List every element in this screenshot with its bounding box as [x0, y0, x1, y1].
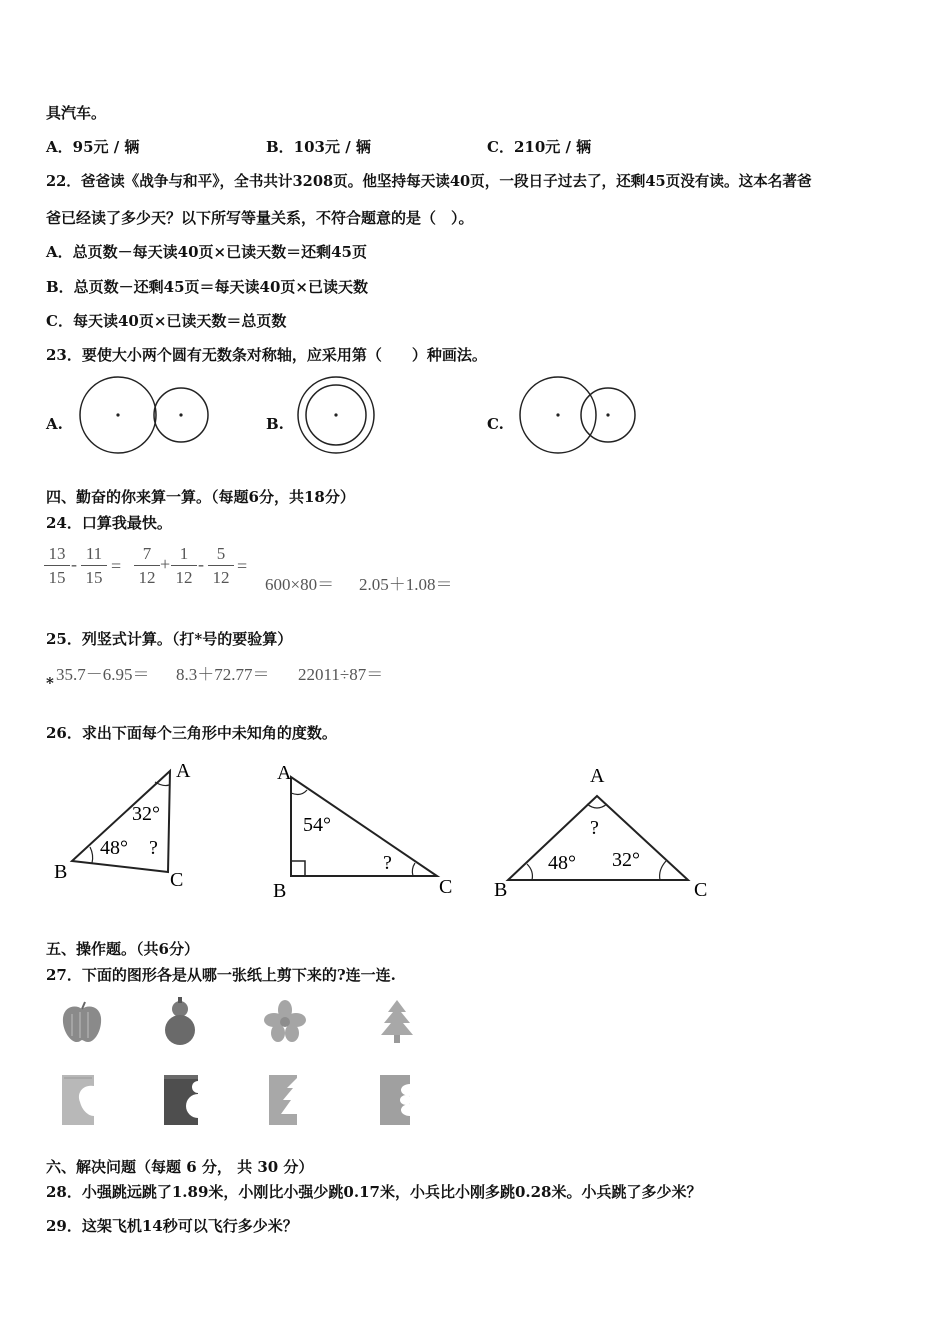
q25-expr-1: 35.7－6.95＝: [56, 665, 150, 684]
q25-text: 25．列竖式计算。（打*号的要验算）: [46, 630, 293, 648]
op-equals: =: [237, 556, 248, 576]
paper-with-tree-hole: [265, 1072, 309, 1128]
circles-option-c: [510, 370, 650, 460]
q22-line1: 22．爸爸读《战争与和平》，全书共计3208页。他坚持每天读40页，一段日子过去了，还剩45页没有读。这本名著爸: [46, 173, 812, 190]
tree-cutout-shape: [374, 998, 420, 1046]
section6-heading: 六、解决问题（每题 6 分， 共 30 分）: [46, 1158, 314, 1176]
q29-text: 29．这架飞机14秒可以飞行多少米？: [46, 1217, 298, 1235]
paper-with-apple-hole: [58, 1072, 102, 1128]
vertex-c-label: C: [439, 876, 453, 898]
op-minus: -: [198, 554, 204, 574]
triangle-2: [265, 755, 465, 905]
q22-option-a: A．总页数－每天读40页×已读天数＝还剩45页: [46, 243, 367, 261]
circles-option-b: [290, 370, 390, 460]
section4-heading: 四、勤奋的你来算一算。（每题6分，共18分）: [46, 488, 355, 506]
vertex-a-label: A: [277, 762, 292, 784]
vertex-b-label: B: [273, 880, 287, 902]
paper-with-flower-hole: [376, 1072, 420, 1128]
vertex-c-label: C: [170, 869, 184, 891]
q26-text: 26．求出下面每个三角形中未知角的度数。: [46, 724, 337, 742]
angle-a-unknown: ?: [590, 817, 599, 839]
vertex-a-label: A: [176, 760, 191, 782]
q21-tail: 具汽车。: [46, 104, 107, 122]
flower-cutout-shape: [262, 998, 308, 1044]
triangle-3: [490, 760, 720, 905]
paper-with-gourd-hole: [160, 1072, 204, 1128]
q21-option-c: C．210元 / 辆: [487, 138, 592, 156]
fraction-5-12: $\frac{5}{12}$: [208, 543, 234, 590]
fraction-13-15: $\frac{13}{15}$: [44, 543, 70, 590]
q24-expr-2-05-plus-1-08: 2.05＋1.08＝: [359, 575, 453, 594]
fraction-7-12: $\frac{7}{12}$: [134, 543, 160, 590]
angle-b-label: 48°: [100, 837, 128, 859]
op-minus: -: [71, 554, 77, 574]
q27-text: 27．下面的图形各是从哪一张纸上剪下来的?连一连.: [46, 966, 396, 984]
angle-a-label: 32°: [132, 803, 160, 825]
gourd-cutout-shape: [160, 996, 200, 1048]
fraction-11-15: $\frac{11}{15}$: [81, 543, 107, 590]
q25-star: *: [46, 674, 54, 692]
vertex-b-label: B: [54, 861, 68, 883]
circles-option-a: [70, 370, 220, 460]
q22-line2: 爸已经读了多少天？以下所写等量关系，不符合题意的是（ ）。: [46, 209, 474, 227]
q22-option-b: B．总页数－还剩45页＝每天读40页×已读天数: [46, 278, 368, 296]
q21-option-b: B．103元 / 辆: [266, 138, 371, 156]
q23-label-a: A.: [46, 415, 63, 433]
apple-cutout-shape: [58, 1000, 106, 1046]
triangle-1: [40, 755, 210, 895]
angle-b-label: 48°: [548, 852, 576, 874]
q21-option-a: A．95元 / 辆: [46, 138, 140, 156]
q23-text: 23．要使大小两个圆有无数条对称轴，应采用第（ ）种画法。: [46, 346, 487, 364]
angle-c-unknown: ?: [383, 852, 392, 874]
op-equals: =: [111, 556, 122, 576]
q22-option-c: C．每天读40页×已读天数＝总页数: [46, 312, 287, 330]
vertex-c-label: C: [694, 879, 708, 901]
q25-expr-2: 8.3＋72.77＝: [176, 665, 270, 684]
op-plus: +: [160, 554, 171, 574]
vertex-b-label: B: [494, 879, 508, 901]
q24-expr-600x80: 600×80＝: [265, 575, 335, 594]
q23-label-c: C.: [487, 415, 504, 433]
q24-text: 24．口算我最快。: [46, 514, 172, 532]
q28-text: 28．小强跳远跳了1.89米，小刚比小强少跳0.17米，小兵比小刚多跳0.28米。小兵跳了多少米？: [46, 1183, 702, 1201]
fraction-1-12: $\frac{1}{12}$: [171, 543, 197, 590]
section5-heading: 五、操作题。（共6分）: [46, 940, 199, 958]
angle-c-unknown: ?: [149, 837, 158, 859]
angle-c-label: 32°: [612, 849, 640, 871]
angle-a-label: 54°: [303, 814, 331, 836]
q23-label-b: B.: [266, 415, 284, 433]
q25-expr-3: 22011÷87＝: [298, 665, 384, 684]
vertex-a-label: A: [590, 765, 605, 787]
